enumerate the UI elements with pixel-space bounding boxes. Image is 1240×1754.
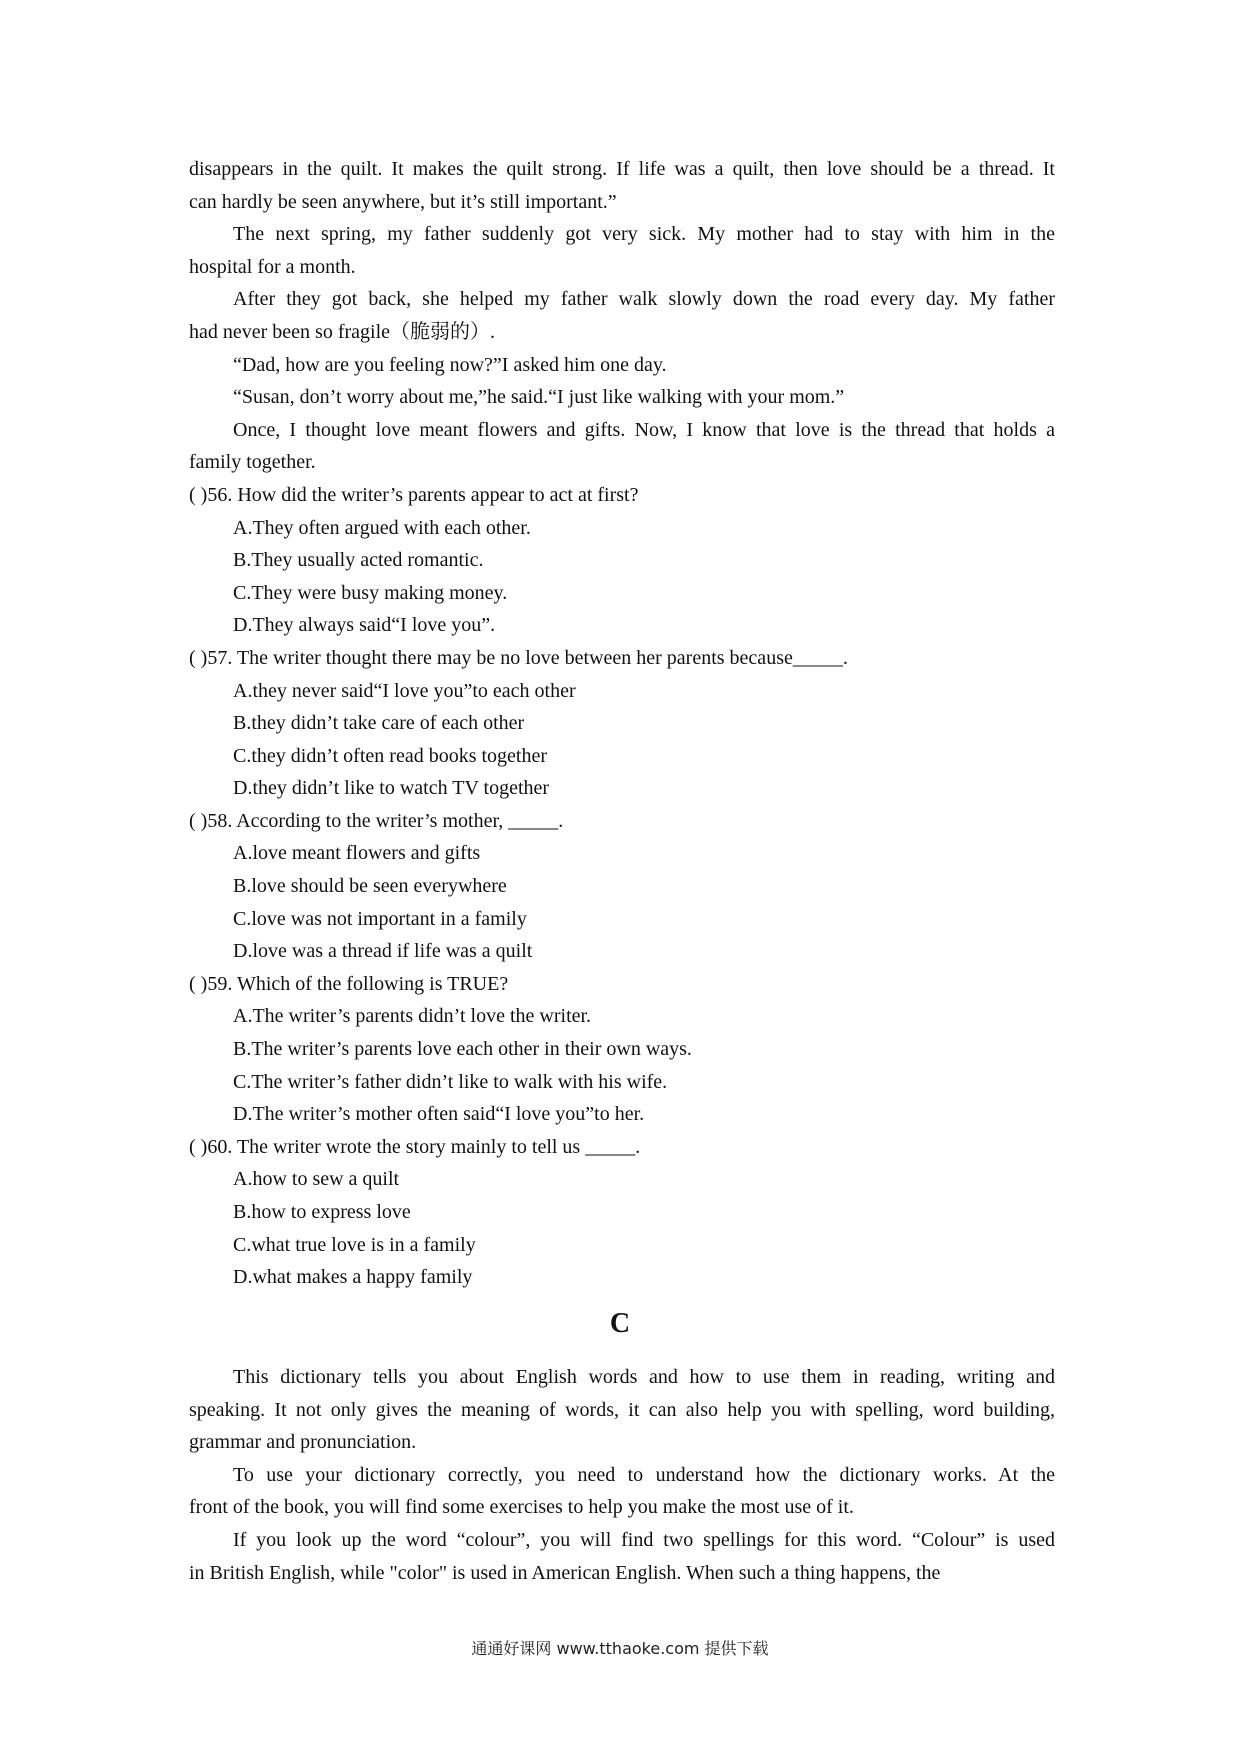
passage-paragraph-line: After they got back, she helped my father walk slowly down the road every day. My father (233, 288, 1055, 311)
answer-option: D.The writer’s mother often said“I love you”to her. (233, 1103, 645, 1126)
answer-option: A.They often argued with each other. (233, 516, 531, 539)
section-c-paragraph-line: front of the book, you will find some exercises to help you make the most use of it. (189, 1496, 854, 1519)
answer-option: C.love was not important in a family (233, 907, 527, 930)
passage-paragraph-line: family together. (189, 451, 316, 474)
answer-option: C.The writer’s father didn’t like to walk with his wife. (233, 1070, 668, 1093)
footer-watermark: 通通好课网 www.tthaoke.com 提供下载 (471, 1639, 769, 1658)
answer-option: B.how to express love (233, 1201, 411, 1223)
answer-option: C.They were busy making money. (233, 581, 508, 604)
section-c-paragraph-line: To use your dictionary correctly, you need to understand how the dictionary works. At the (233, 1463, 1055, 1486)
answer-option: D.they didn’t like to watch TV together (233, 777, 550, 800)
answer-option: D.love was a thread if life was a quilt (233, 940, 533, 963)
section-c-paragraph-line: If you look up the word “colour”, you will find two spellings for this word. “Colour” is used (233, 1528, 1055, 1551)
section-c-paragraph-line: This dictionary tells you about English words and how to use them in reading, writing and (233, 1366, 1055, 1388)
answer-option: A.love meant flowers and gifts (233, 842, 481, 865)
answer-option: A.The writer’s parents didn’t love the writer. (233, 1005, 592, 1028)
passage-paragraph-line: hospital for a month. (189, 255, 356, 278)
passage-paragraph-line: “Susan, don’t worry about me,”he said.“I just like walking with your mom.” (233, 386, 845, 409)
answer-option: B.The writer’s parents love each other in their own ways. (233, 1038, 692, 1061)
answer-option: D.what makes a happy family (233, 1266, 473, 1289)
passage-paragraph-line: The next spring, my father suddenly got very sick. My mother had to stay with him in the (233, 223, 1055, 246)
answer-option: B.they didn’t take care of each other (233, 712, 525, 735)
question-stem: ( )56. How did the writer’s parents appear to act at first? (189, 483, 639, 506)
answer-option: B.love should be seen everywhere (233, 875, 507, 898)
section-c-paragraph-line: in British English, while "color" is used in American English. When such a thing happens, the (189, 1561, 941, 1584)
section-c-passage (189, 1361, 1055, 1589)
question-stem: ( )58. According to the writer’s mother, _____. (189, 809, 564, 832)
passage-paragraph-line: had never been so fragile（脆弱的）. (189, 320, 496, 343)
passage-b-and-questions (189, 153, 1055, 1294)
section-c-paragraph-line: grammar and pronunciation. (189, 1431, 417, 1454)
question-stem: ( )59. Which of the following is TRUE? (189, 972, 509, 995)
question-stem: ( )57. The writer thought there may be no love between her parents because_____. (189, 646, 848, 669)
passage-paragraph-line: can hardly be seen anywhere, but it’s still important.” (189, 190, 617, 213)
passage-paragraph-line: disappears in the quilt. It makes the quilt strong. If life was a quilt, then love should be a thread. It (189, 158, 1055, 180)
answer-option: A.they never said“I love you”to each other (233, 679, 576, 702)
section-c-heading: C (609, 1308, 631, 1339)
passage-paragraph-line: Once, I thought love meant flowers and gifts. Now, I know that love is the thread that holds a (233, 418, 1055, 441)
passage-paragraph-line: “Dad, how are you feeling now?”I asked him one day. (233, 353, 667, 376)
answer-option: C.they didn’t often read books together (233, 744, 548, 767)
section-c-paragraph-line: speaking. It not only gives the meaning of words, it can also help you with spelling, word building, (189, 1398, 1055, 1421)
answer-option: A.how to sew a quilt (233, 1168, 400, 1191)
answer-option: D.They always said“I love you”. (233, 614, 496, 637)
question-stem: ( )60. The writer wrote the story mainly to tell us _____. (189, 1135, 641, 1158)
answer-option: B.They usually acted romantic. (233, 549, 484, 572)
answer-option: C.what true love is in a family (233, 1233, 476, 1256)
